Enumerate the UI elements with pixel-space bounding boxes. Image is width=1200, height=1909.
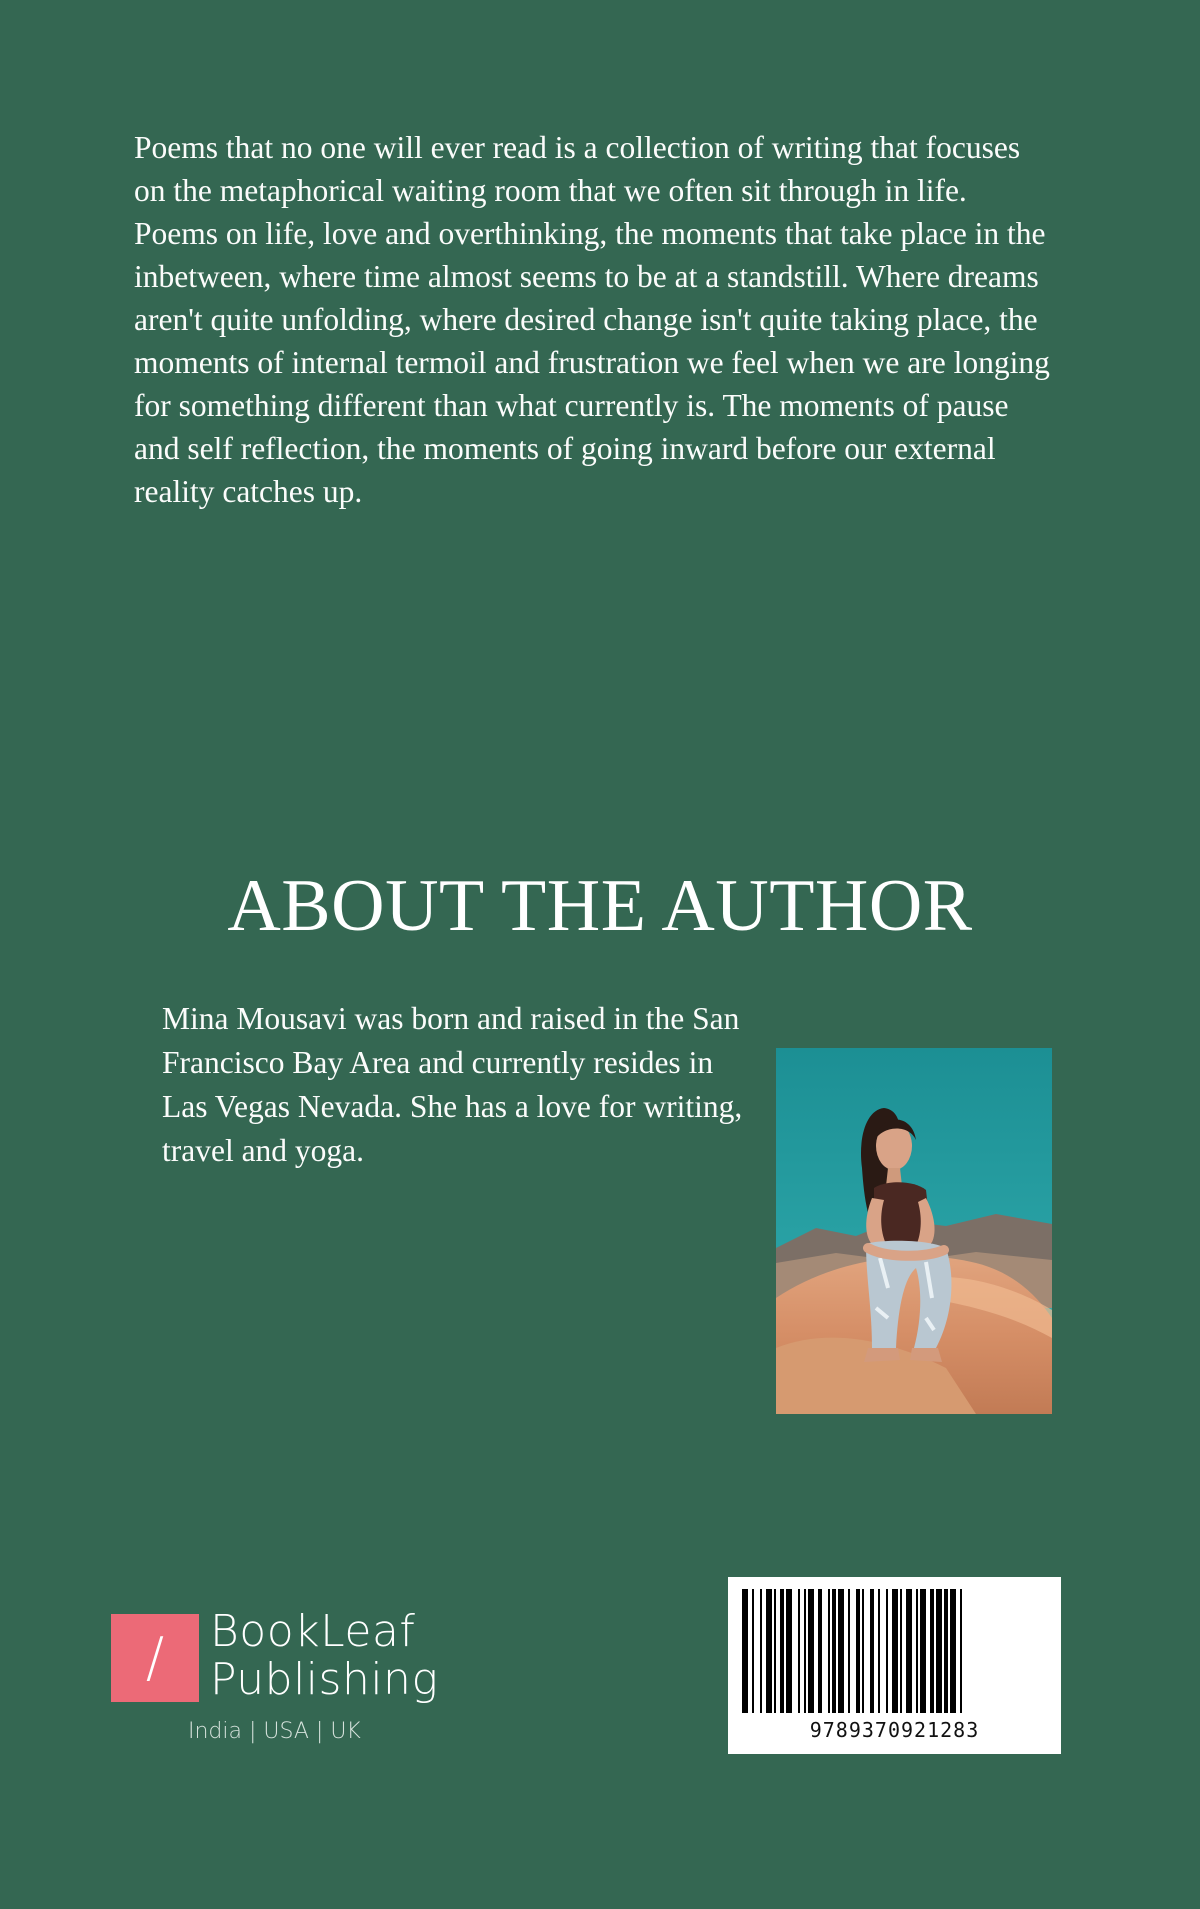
bio-line: Francisco Bay Area and currently resides in xyxy=(162,1045,714,1080)
blurb-line: aren't quite unfolding, where desired change isn't quite taking place, the xyxy=(134,302,1038,337)
barcode-bar xyxy=(832,1589,836,1713)
logo-slash-glyph: / xyxy=(145,1626,165,1689)
publisher-regions: India | USA | UK xyxy=(188,1719,361,1744)
barcode-bar xyxy=(944,1589,948,1713)
barcode-bar xyxy=(900,1589,902,1713)
barcode-bar xyxy=(892,1589,898,1713)
blurb-line: inbetween, where time almost seems to be at a standstill. Where dreams xyxy=(134,259,1039,294)
barcode-bar xyxy=(804,1589,806,1713)
barcode-bar xyxy=(856,1589,860,1713)
barcode-bar xyxy=(818,1589,822,1713)
barcode-bar xyxy=(870,1589,874,1713)
publisher-name-line2: Publishing xyxy=(210,1654,439,1705)
author-photo xyxy=(776,1048,1052,1414)
barcode-bar xyxy=(766,1589,772,1713)
barcode-bar xyxy=(906,1589,912,1713)
isbn-number: 9789370921283 xyxy=(809,1718,980,1742)
author-photo-illustration xyxy=(776,1048,1052,1414)
barcode-bar xyxy=(752,1589,754,1713)
blurb-line: reality catches up. xyxy=(134,474,363,509)
barcode-bar xyxy=(808,1589,814,1713)
barcode-bar xyxy=(936,1589,942,1713)
bio-line: Las Vegas Nevada. She has a love for writing, xyxy=(162,1089,743,1124)
barcode-bar xyxy=(950,1589,956,1713)
barcode-bar xyxy=(862,1589,864,1713)
barcode-bar xyxy=(774,1589,776,1713)
blurb-line: Poems that no one will ever read is a collection of writing that focuses xyxy=(134,130,1021,165)
barcode-bar xyxy=(780,1589,784,1713)
barcode-bar xyxy=(916,1589,918,1713)
isbn-barcode xyxy=(728,1577,1061,1754)
bio-line: Mina Mousavi was born and raised in the San xyxy=(162,1001,740,1036)
barcode-bar xyxy=(878,1589,880,1713)
barcode-bar xyxy=(760,1589,762,1713)
barcode-bar xyxy=(742,1589,748,1713)
blurb-line: moments of internal termoil and frustration we feel when we are longing xyxy=(134,345,1050,380)
barcode-bar xyxy=(920,1589,926,1713)
bookleaf-publishing-logo xyxy=(111,1606,451,1756)
barcode-bar xyxy=(838,1589,844,1713)
publisher-name-line1: BookLeaf xyxy=(210,1606,416,1657)
back-cover-blurb xyxy=(134,126,1094,513)
blurb-line: Poems on life, love and overthinking, the moments that take place in the xyxy=(134,216,1046,251)
author-bio xyxy=(162,997,782,1173)
barcode-bar xyxy=(798,1589,800,1713)
barcode-bar xyxy=(886,1589,888,1713)
barcode-bar xyxy=(828,1589,830,1713)
barcode-bars xyxy=(728,1577,1061,1717)
about-author-heading: ABOUT THE AUTHOR xyxy=(227,865,973,947)
barcode-bar xyxy=(960,1589,962,1713)
blurb-line: for something different than what currently is. The moments of pause xyxy=(134,388,1009,423)
blurb-line: on the metaphorical waiting room that we often sit through in life. xyxy=(134,173,967,208)
barcode-bar xyxy=(786,1589,792,1713)
barcode-bar xyxy=(848,1589,850,1713)
barcode-bar xyxy=(930,1589,934,1713)
bio-line: travel and yoga. xyxy=(162,1133,365,1168)
blurb-line: and self reflection, the moments of going inward before our external xyxy=(134,431,996,466)
